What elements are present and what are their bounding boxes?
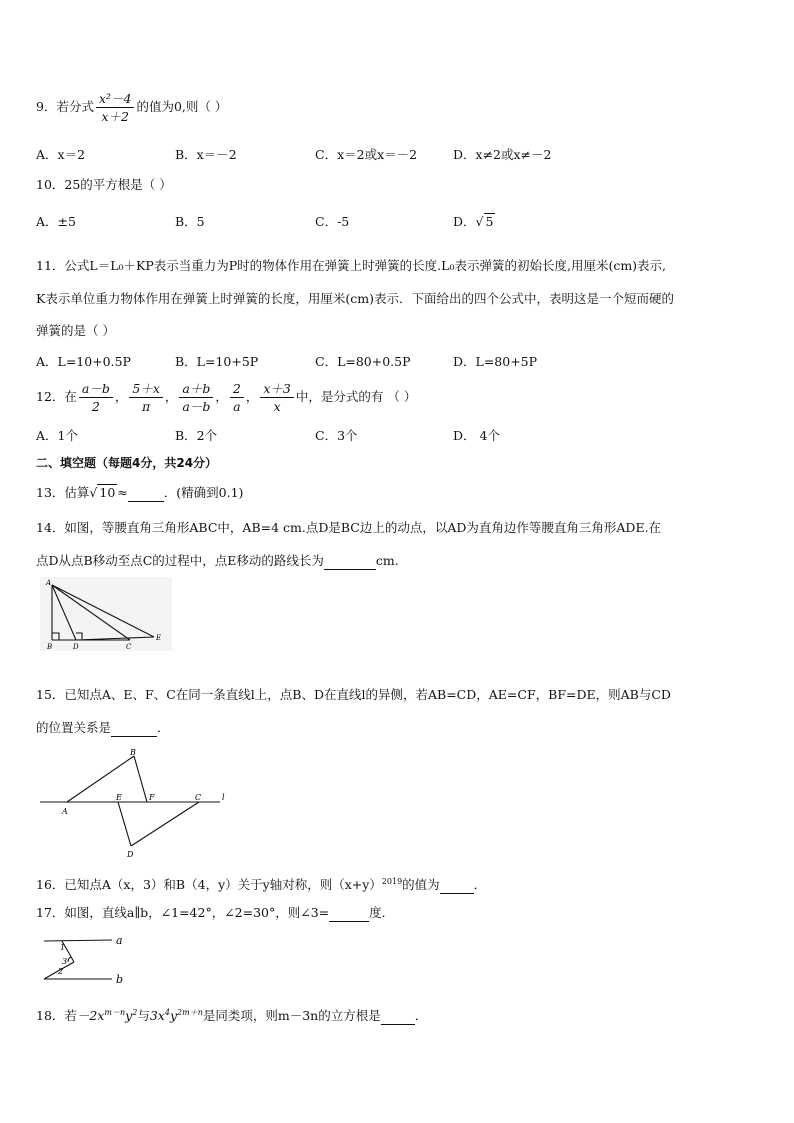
q11-option-b: B．L=10+5P	[175, 354, 259, 369]
q15-line-2-suffix: ．	[157, 720, 170, 735]
q17-parallel-lines-diagram	[36, 930, 136, 990]
q16-suffix: 的值为	[402, 877, 440, 893]
q12-fraction-5-num: x＋3	[260, 380, 294, 398]
q13-radicand: 10	[99, 485, 116, 500]
q12-fraction-5-den: x	[273, 399, 281, 414]
q15-label-l: l	[222, 793, 225, 802]
q14-label-b: B	[47, 643, 53, 651]
q14-label-a: A	[46, 579, 52, 587]
q18-suffix: 是同类项，则m－3n的立方根是	[202, 1008, 381, 1024]
q9-option-d: D．x≠2或x≠－2	[453, 147, 552, 162]
q9-option-b: B．x＝－2	[175, 147, 237, 162]
q12-fraction-3-num: a＋b	[179, 380, 213, 398]
q14-line-2-suffix: cm.	[375, 553, 399, 568]
q11-option-d: D．L=80+5P	[453, 354, 538, 369]
q12-fraction-4-den: a	[233, 399, 241, 414]
q15-label-c: C	[195, 793, 202, 802]
q12-prefix: 12．在	[36, 389, 77, 404]
q15-line-2-prefix: 的位置关系是	[36, 720, 112, 735]
q10-radicand: 5	[485, 214, 494, 229]
q10-option-d-label: D．	[453, 214, 476, 229]
question-13	[36, 485, 243, 502]
question-11-line-1: 11．公式L＝L₀＋KP表示当重力为P时的物体作用在弹簧上时弹簧的长度.L₀表示弹簧的初始长度,用厘米(cm)表示,	[36, 258, 667, 273]
q14-answer-blank[interactable]	[324, 553, 376, 570]
question-14-line-2	[36, 553, 399, 570]
question-9	[36, 90, 227, 125]
q12-suffix: 中，是分式的有 （ ）	[295, 389, 417, 404]
q10-option-b: B．5	[175, 214, 205, 229]
q12-fraction-1	[79, 380, 113, 415]
q13-middle: ≈	[117, 485, 128, 500]
separator: ，	[215, 389, 228, 404]
q15-label-f: F	[149, 793, 155, 802]
q18-term2-exp: 4	[164, 1008, 170, 1017]
q18-end: ．	[414, 1008, 428, 1024]
q18-term2-y: y	[169, 1008, 178, 1024]
q10-option-c: C．-5	[315, 214, 350, 229]
q17-label-a: a	[116, 934, 123, 947]
q14-label-d: D	[73, 643, 79, 651]
q14-label-e: E	[156, 634, 162, 642]
separator: ，	[245, 389, 259, 404]
q16-exponent: 2019	[381, 877, 403, 886]
q18-prefix: 18．若	[36, 1008, 77, 1024]
q9-denominator: x＋2	[101, 109, 129, 124]
q9-suffix: 的值为0,则（ ）	[136, 99, 228, 114]
q17-suffix: 度．	[369, 905, 395, 920]
q17-answer-blank[interactable]	[329, 905, 369, 922]
question-15-line-2	[36, 720, 170, 737]
q18-term1-exp: m－n	[104, 1008, 126, 1017]
q14-triangle-diagram	[40, 577, 172, 651]
q9-prefix: 9．若分式	[36, 99, 94, 114]
question-16	[36, 874, 486, 894]
q18-mid: 与	[137, 1008, 150, 1024]
q18-term2-yexp: 2m＋n	[177, 1008, 203, 1017]
section-2-heading: 二、填空题（每题4分，共24分）	[36, 456, 218, 470]
q17-text: 17．如图，直线a∥b，∠1=42°，∠2=30°，则∠3=	[36, 905, 330, 920]
q10-option-a: A．±5	[36, 214, 76, 229]
q11-option-c: C．L=80+0.5P	[315, 354, 411, 369]
q12-fraction-1-den: 2	[91, 399, 100, 414]
q14-label-c: C	[126, 643, 132, 651]
q15-label-b: B	[130, 748, 136, 757]
q18-term2	[150, 1008, 203, 1023]
q15-label-d: D	[127, 850, 134, 859]
q18-term1-coef: －2x	[76, 1008, 105, 1024]
q12-option-b: B．2个	[175, 428, 218, 443]
separator: ，	[164, 389, 178, 404]
q12-fraction-2-num: 5＋x	[129, 380, 163, 398]
q12-fraction-4	[230, 380, 244, 415]
question-11-line-3: 弹簧的是（ ）	[36, 323, 115, 338]
q15-label-e: E	[116, 793, 122, 802]
q12-fraction-1-num: a－b	[79, 380, 113, 398]
q16-text: 16．已知点A（x，3）和B（4，y）关于y轴对称，则（x+y）	[36, 877, 382, 893]
q13-prefix: 13．估算	[36, 485, 90, 500]
q9-option-c: C．x＝2或x＝－2	[315, 147, 418, 162]
q16-answer-blank[interactable]	[440, 877, 474, 894]
q18-term1-yexp: 2	[132, 1008, 138, 1017]
q12-option-d: D． 4个	[453, 428, 500, 443]
q17-label-2: 2	[58, 967, 64, 976]
q18-term2-coef: 3x	[149, 1008, 165, 1024]
q17-label-1: 1	[60, 943, 66, 952]
question-17	[36, 905, 394, 922]
q16-end: ．	[473, 877, 487, 893]
q13-answer-blank[interactable]	[128, 485, 164, 502]
q15-answer-blank[interactable]	[111, 720, 157, 737]
q9-numerator: x²－4	[96, 90, 135, 108]
q14-line-2-prefix: 点D从点B移动至点C的过程中，点E移动的路线长为	[36, 553, 324, 568]
q12-fraction-5	[260, 380, 294, 415]
q17-label-3: 3	[62, 957, 68, 966]
q9-fraction	[96, 90, 135, 125]
q18-answer-blank[interactable]	[381, 1008, 415, 1025]
q12-option-a: A．1个	[36, 428, 78, 443]
question-10: 10．25的平方根是（ ）	[36, 177, 172, 192]
q10-option-d	[453, 214, 495, 230]
q17-label-b: b	[116, 973, 124, 986]
q9-option-a: A．x＝2	[36, 147, 86, 162]
question-11-line-2: K表示单位重力物体作用在弹簧上时弹簧的长度，用厘米(cm)表示．下面给出的四个公式中，表明这是一个短而硬的	[36, 291, 674, 306]
q12-fraction-2	[129, 380, 163, 415]
question-18	[36, 1005, 427, 1025]
q15-label-a: A	[62, 807, 68, 816]
q12-fraction-3-den: a－b	[182, 399, 211, 414]
question-15-line-1: 15．已知点A、E、F、C在同一条直线l上，点B、D在直线l的异侧，若AB=CD，AE=CF，BF=DE，则AB与CD	[36, 687, 671, 702]
q12-option-c: C．3个	[315, 428, 358, 443]
sqrt-symbol: √ 10	[89, 485, 116, 500]
q18-term1-y: y	[125, 1008, 133, 1024]
question-12	[36, 380, 416, 415]
q18-term1	[77, 1008, 137, 1023]
q11-option-a: A．L=10+0.5P	[36, 354, 131, 369]
separator: ，	[114, 389, 128, 404]
q12-fraction-2-den: π	[142, 399, 151, 414]
sqrt-symbol: √ 5	[475, 214, 494, 229]
q15-line-diagram	[38, 746, 238, 862]
q13-suffix: ．(精确到0.1)	[163, 485, 244, 500]
question-14-line-1: 14．如图，等腰直角三角形ABC中，AB=4 cm.点D是BC边上的动点，以AD为直角边作等腰直角三角形ADE.在	[36, 520, 662, 535]
q12-fraction-4-num: 2	[230, 380, 244, 398]
q12-fraction-3	[179, 380, 213, 415]
